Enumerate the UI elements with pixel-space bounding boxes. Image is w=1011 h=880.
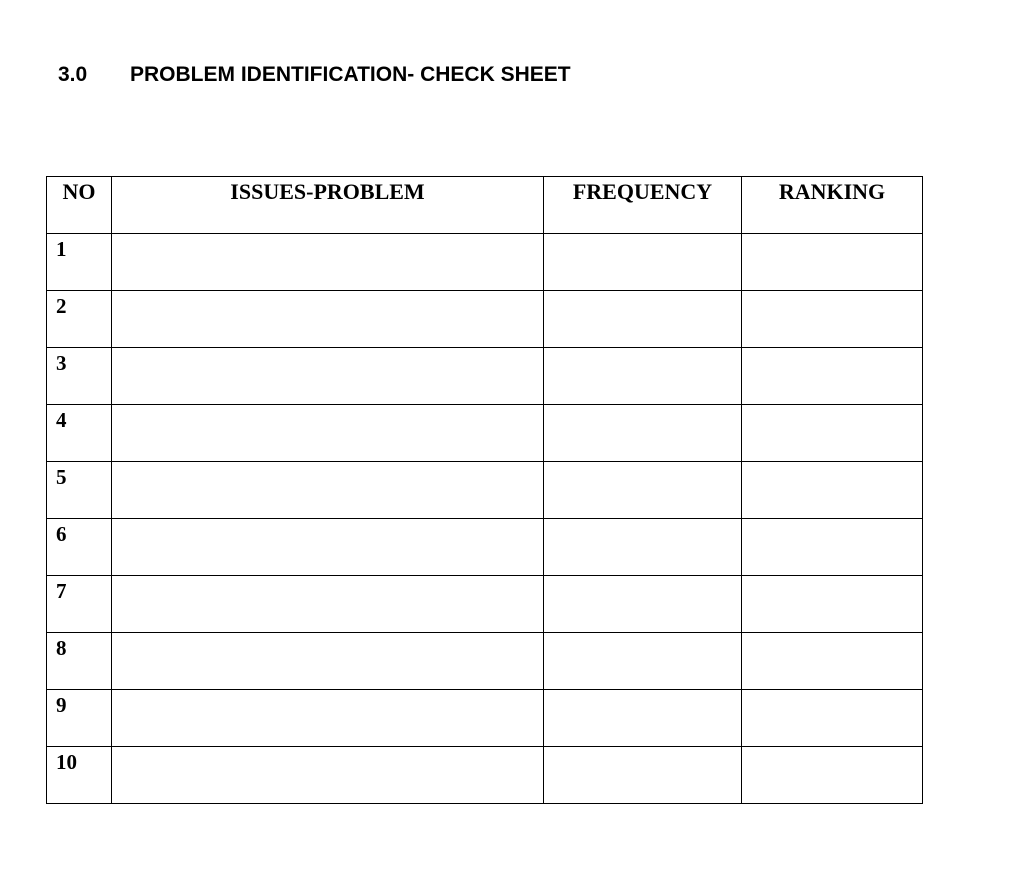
row-number-cell: 1: [47, 234, 112, 291]
table-row: [47, 633, 923, 690]
issue-cell[interactable]: [112, 234, 544, 291]
column-header-no: NO: [47, 177, 112, 234]
ranking-cell[interactable]: [742, 462, 923, 519]
ranking-cell[interactable]: [742, 690, 923, 747]
ranking-cell[interactable]: [742, 633, 923, 690]
check-sheet-table: [46, 176, 923, 804]
table-row: [47, 234, 923, 291]
issue-cell[interactable]: [112, 633, 544, 690]
table-row: [47, 690, 923, 747]
issue-cell[interactable]: [112, 405, 544, 462]
row-number-cell: 6: [47, 519, 112, 576]
issue-cell[interactable]: [112, 291, 544, 348]
column-header-issues-problem: ISSUES-PROBLEM: [112, 177, 544, 234]
section-number: 3.0: [58, 63, 88, 86]
issue-cell[interactable]: [112, 690, 544, 747]
issue-cell[interactable]: [112, 348, 544, 405]
issue-cell[interactable]: [112, 462, 544, 519]
issue-cell[interactable]: [112, 519, 544, 576]
column-header-frequency: FREQUENCY: [544, 177, 742, 234]
row-number-cell: 4: [47, 405, 112, 462]
table-row: [47, 747, 923, 804]
frequency-cell[interactable]: [544, 633, 742, 690]
frequency-cell[interactable]: [544, 576, 742, 633]
row-number-cell: 3: [47, 348, 112, 405]
table-row: [47, 576, 923, 633]
frequency-cell[interactable]: [544, 747, 742, 804]
ranking-cell[interactable]: [742, 348, 923, 405]
table-row: [47, 519, 923, 576]
ranking-cell[interactable]: [742, 234, 923, 291]
frequency-cell[interactable]: [544, 234, 742, 291]
frequency-cell[interactable]: [544, 690, 742, 747]
row-number-cell: 7: [47, 576, 112, 633]
issue-cell[interactable]: [112, 747, 544, 804]
table-row: [47, 291, 923, 348]
column-header-ranking: RANKING: [742, 177, 923, 234]
frequency-cell[interactable]: [544, 291, 742, 348]
section-title: PROBLEM IDENTIFICATION- CHECK SHEET: [130, 63, 571, 86]
issue-cell[interactable]: [112, 576, 544, 633]
ranking-cell[interactable]: [742, 519, 923, 576]
frequency-cell[interactable]: [544, 519, 742, 576]
row-number-cell: 9: [47, 690, 112, 747]
row-number-cell: 8: [47, 633, 112, 690]
table-row: [47, 405, 923, 462]
section-heading: [58, 60, 571, 90]
table-row: [47, 462, 923, 519]
frequency-cell[interactable]: [544, 405, 742, 462]
ranking-cell[interactable]: [742, 405, 923, 462]
table-row: [47, 348, 923, 405]
ranking-cell[interactable]: [742, 291, 923, 348]
ranking-cell[interactable]: [742, 747, 923, 804]
ranking-cell[interactable]: [742, 576, 923, 633]
table-header-row: [47, 177, 923, 234]
row-number-cell: 10: [47, 747, 112, 804]
frequency-cell[interactable]: [544, 348, 742, 405]
frequency-cell[interactable]: [544, 462, 742, 519]
row-number-cell: 2: [47, 291, 112, 348]
row-number-cell: 5: [47, 462, 112, 519]
